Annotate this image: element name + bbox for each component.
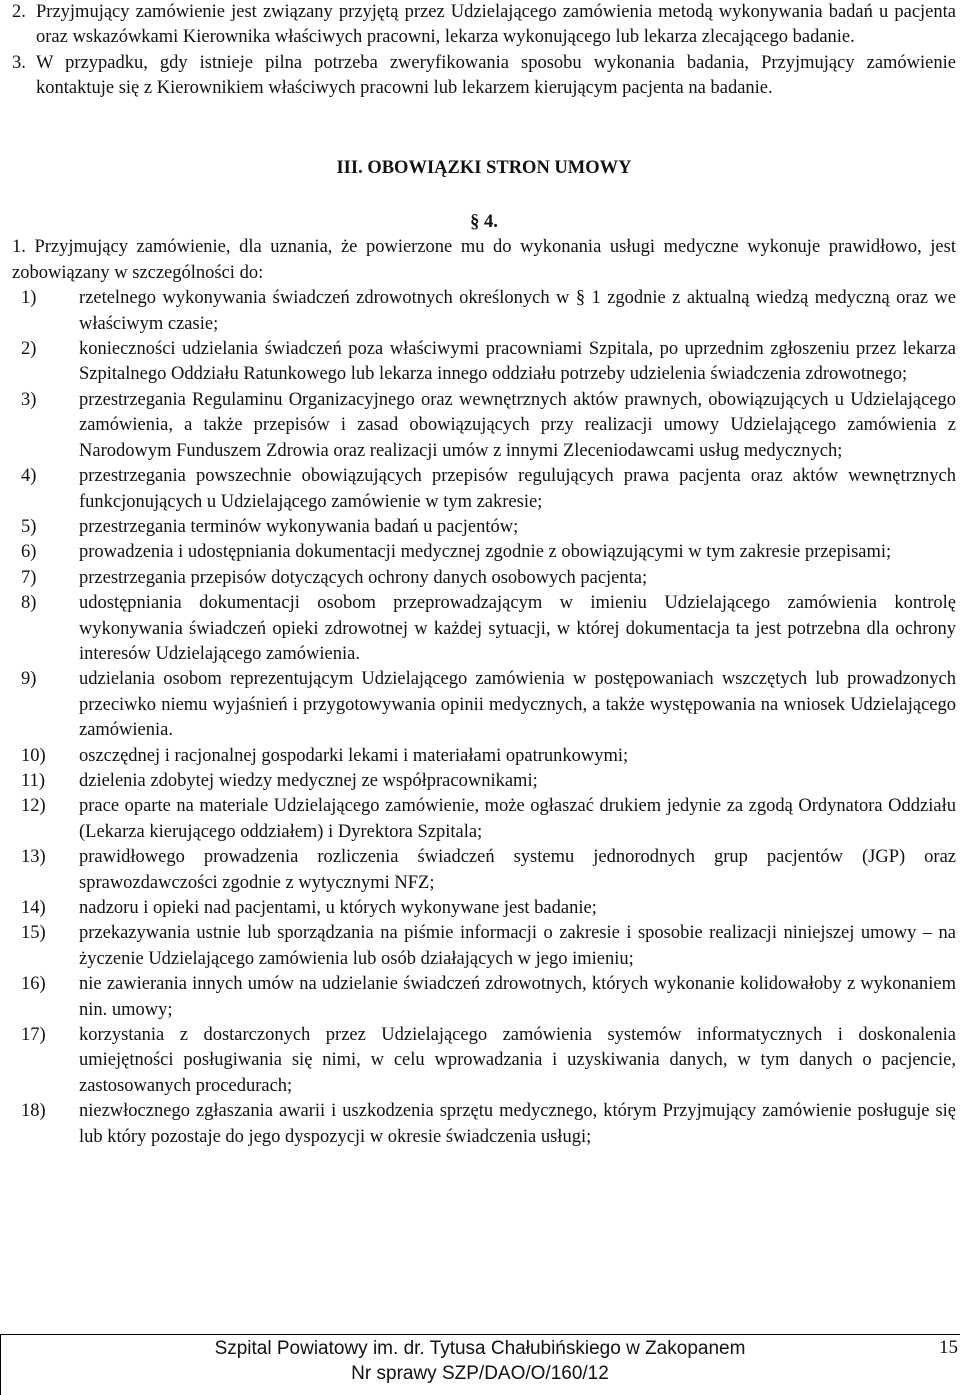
list-item [12,667,956,743]
paragraph-text: Przyjmujący zamówienie jest związany przyjętą przez Udzielającego zamówienia metodą wykonywania badań u pacjenta oraz wskazówkami Kierownika właściwych pracowni, lekarza wykonującego lub lekarza zlecającego badanie. [36,2,956,48]
list-item [12,591,956,667]
list-item [12,566,956,591]
item-text: niezwłocznego zgłaszania awarii i uszkodzenia sprzętu medycznego, którym Przyjmujący zamówienie posługuje się lub który pozostaje do jego dyspozycji w okresie świadczenia usługi; [79,1101,956,1147]
paragraph-sign: § 4. [470,212,498,233]
item-number: 13) [21,847,46,868]
item-number: 3) [21,389,37,410]
item-text: udostępniania dokumentacji osobom przeprowadzającym w imieniu Udzielającego zamówienia kontrolę wykonywania świadczeń opieki zdrowotnej w każdej sytuacji, w której dokumentacja ta jest potrzebna dla ochrony interesów Udzielającego zamówienia. [79,593,956,664]
item-text: rzetelnego wykonywania świadczeń zdrowotnych określonych w § 1 zgodnie z aktualną wiedzą medyczną oraz we właściwym czasie; [79,288,956,334]
item-number: 7) [21,567,37,588]
numbered-paragraph [12,51,956,102]
item-text: przestrzegania terminów wykonywania badań u pacjentów; [79,516,519,537]
page-number: 15 [939,1337,958,1358]
item-text: korzystania z dostarczonych przez Udzielającego zamówienia systemów informatycznych i doskonalenia umiejętności posługiwania się nimi, w celu wprowadzania i uzyskiwania danych, w tym danych o pacjencie, zastosowanych procedurach; [79,1025,956,1096]
list-item [12,769,956,794]
item-number: 6) [21,542,37,563]
item-number: 10) [21,745,46,766]
item-number: 18) [21,1101,46,1122]
item-text: udzielania osobom reprezentującym Udzielającego zamówienia w postępowaniach wszczętych lub prowadzonych przeciwko niemu wyjaśnień i przygotowywania opinii medycznych, a także występowania na wniosek Udzielającego zamówienia. [79,669,956,741]
list-item [12,388,956,464]
item-text: oszczędnej i racjonalnej gospodarki lekami i materiałami opatrunkowymi; [79,745,629,766]
list-item [12,515,956,540]
list-item [12,845,956,896]
footer-case-number: Nr sprawy SZP/DAO/O/160/12 [351,1363,609,1384]
item-number: 8) [21,593,37,614]
item-number: 11) [21,770,45,791]
list-item [12,464,956,515]
paragraph-text: W przypadku, gdy istnieje pilna potrzeba zweryfikowania sposobu wykonania badania, Przyjmujący zamówienie kontaktuje się z Kierownikiem właściwych pracowni lub lekarzem kierującym pacjenta na badanie. [36,52,956,99]
list-item [12,972,956,1023]
item-number: 1) [21,288,37,309]
item-text: przestrzegania powszechnie obowiązujących przepisów regulujących prawa pacjenta oraz aktów wewnętrznych funkcjonujących u Udzielającego zamówienie w tym zakresie; [79,466,956,512]
item-number: 17) [21,1025,46,1046]
item-number: 9) [21,669,37,690]
item-text: konieczności udzielania świadczeń poza właściwymi pracowniami Szpitala, po uprzednim zgłoszeniu przez lekarza Szpitalnego Oddziału Ratunkowego lub lekarza innego oddziału potrzeby udzielenia świadczenia zdrowotnego; [79,339,956,385]
item-text: przestrzegania przepisów dotyczących ochrony danych osobowych pacjenta; [79,567,648,588]
numbered-paragraph [12,0,956,51]
item-number: 4) [21,466,37,487]
item-text: przekazywania ustnie lub sporządzania na piśmie informacji o zakresie i sposobie realizacji niniejszej umowy – na życzenie Udzielającego zamówienia lub osób działających w jego imieniu; [79,923,956,969]
list-item [12,337,956,388]
list-item [12,540,956,565]
paragraph-number: 2. [12,2,26,22]
item-text: nie zawierania innych umów na udzielanie świadczeń zdrowotnych, których wykonanie kolidowałoby z wykonaniem nin. umowy; [79,974,956,1020]
item-text: nadzoru i opieki nad pacjentami, u których wykonywane jest badanie; [79,898,597,918]
item-text: prawidłowego prowadzenia rozliczenia świadczeń systemu jednorodnych grup pacjentów (JGP) oraz sprawozdawczości zgodnie z wytycznymi NFZ; [79,847,956,893]
list-item [12,794,956,845]
item-text: dzielenia zdobytej wiedzy medycznej ze współpracownikami; [79,770,538,791]
item-number: 5) [21,516,37,537]
section-lead: 1. Przyjmujący zamówienie, dla uznania, że powierzone mu do wykonania usługi medyczne wykonuje prawidłowo, jest zobowiązany w szczególności do: [12,237,956,283]
list-item [12,1099,956,1150]
section-heading: III. OBOWIĄZKI STRON UMOWY [336,157,632,178]
list-item [12,921,956,972]
list-item [12,744,956,769]
item-number: 2) [21,339,37,360]
item-number: 14) [21,898,46,918]
list-item [12,286,956,337]
list-item [12,1023,956,1099]
item-number: 12) [21,796,46,817]
item-text: przestrzegania Regulaminu Organizacyjnego oraz wewnętrznych aktów prawnych, obowiązujących u Udzielającego zamówienia, a także przepisów i zasad obowiązujących przy realizacji umowy Udzielającego zamówienia z Narodowym Funduszem Zdrowia oraz realizacji umów z innymi Zleceniodawcami usług medycznych; [79,389,956,461]
list-item [12,896,956,921]
item-number: 15) [21,923,46,944]
footer-hospital-name: Szpital Powiatowy im. dr. Tytusa Chałubińskiego w Zakopanem [214,1338,746,1359]
obligations-list [12,286,956,1150]
item-number: 16) [21,974,46,995]
item-text: prace oparte na materiale Udzielającego zamówienie, może ogłaszać drukiem jedynie za zgodą Ordynatora Oddziału (Lekarza kierującego oddziałem) i Dyrektora Szpitala; [79,796,956,842]
item-text: prowadzenia i udostępniania dokumentacji medycznej zgodnie z obowiązującymi w tym zakresie przepisami; [79,542,892,563]
paragraph-number: 3. [12,52,26,73]
document-body [12,0,956,1150]
